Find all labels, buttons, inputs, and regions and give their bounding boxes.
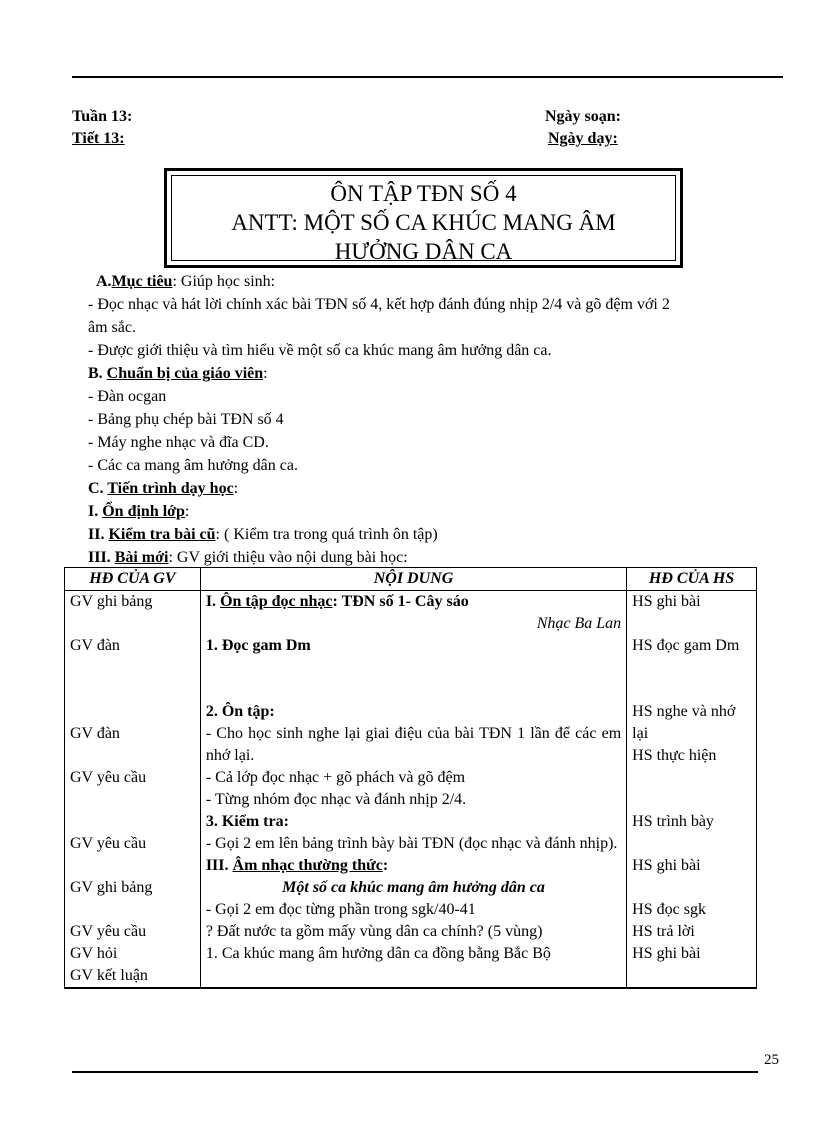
prep-item-4: - Các ca mang âm hưởng dân ca. <box>88 457 298 474</box>
objective-2: - Được giới thiệu và tìm hiểu về một số ca khúc mang âm hưởng dân ca. <box>88 342 552 359</box>
week-label: Tuần 13: <box>72 108 133 125</box>
header-rule <box>72 76 783 78</box>
step-review: II. Kiểm tra bài cũ: ( Kiểm tra trong quá trình ôn tập) <box>88 526 438 543</box>
prep-date-label: Ngày soạn: <box>545 108 622 125</box>
title-line-1: ÔN TẬP TĐN SỐ 4 <box>330 181 517 206</box>
objectives-heading: A.Mục tiêu: Giúp học sinh: <box>96 273 276 290</box>
prep-item-1: - Đàn ocgan <box>88 388 167 405</box>
title-line-2: ANTT: MỘT SỐ CA KHÚC MANG ÂM <box>231 210 616 235</box>
lesson-title <box>171 175 676 264</box>
content-cell: I. Ôn tập đọc nhạc: TĐN số 1- Cây sáo Nhạc Ba Lan 1. Đọc gam Dm 2. Ôn tập: - Cho học sinh nghe lại giai điệu của bài TĐN 1 lần để các em nhớ lại. - Cả lớp đọc nhạc + gõ phách và gõ đệm - Từng nhóm đọc nhạc và đánh nhịp 2/4. 3. Kiểm tra: - Gọi 2 em lên bảng trình bày bài TĐN (đọc nhạc và đánh nhịp). III. Âm nhạc thường thức: Một số ca khúc mang âm hưởng dân ca - Gọi 2 em đọc từng phần trong sgk/40-41 ? Đất nước ta gồm mấy vùng dân ca chính? (5 vùng) 1. Ca khúc mang âm hưởng dân ca đồng bằng Bắc Bộ <box>200 591 626 988</box>
teach-date-label: Ngày dạy: <box>548 130 618 147</box>
header-content: NỘI DUNG <box>200 568 626 591</box>
step-stabilize: I. Ổn định lớp: <box>88 503 190 520</box>
table-row <box>65 591 757 988</box>
title-line-3: HƯỞNG DÂN CA <box>334 239 513 264</box>
lesson-plan-table <box>64 567 757 989</box>
table-bottom <box>65 988 757 989</box>
lesson-body <box>88 270 786 569</box>
header-teacher-activity: HĐ CỦA GV <box>65 568 201 591</box>
objective-1: - Đọc nhạc và hát lời chính xác bài TĐN số 4, kết hợp đánh đúng nhịp 2/4 và gõ đệm với 2 <box>88 296 670 313</box>
student-activity-cell: HS ghi bài HS đọc gam Dm HS nghe và nhớ lại HS thực hiện HS trình bày HS ghi bài HS đọc sgk HS trả lời HS ghi bài <box>627 591 757 988</box>
table-header-row <box>65 568 757 591</box>
lesson-title-box <box>164 168 683 268</box>
procedure-heading: C. Tiến trình dạy học: <box>88 480 239 497</box>
header-student-activity: HĐ CỦA HS <box>627 568 757 591</box>
prep-item-3: - Máy nghe nhạc và đĩa CD. <box>88 434 269 451</box>
period-label: Tiết 13: <box>72 130 125 147</box>
prep-item-2: - Bảng phụ chép bài TĐN số 4 <box>88 411 284 428</box>
objective-1-cont: âm sắc. <box>88 319 136 336</box>
teacher-activity-cell: GV ghi bảng GV đàn GV đàn GV yêu cầu GV yêu cầu GV ghi bảng GV yêu cầu GV hỏi GV kết luận <box>65 591 201 988</box>
preparation-heading: B. Chuẩn bị của giáo viên: <box>88 365 268 382</box>
page-number: 25 <box>764 1052 779 1068</box>
step-new-lesson: III. Bài mới: GV giới thiệu vào nội dung bài học: <box>88 549 408 566</box>
footer-rule <box>72 1071 758 1073</box>
